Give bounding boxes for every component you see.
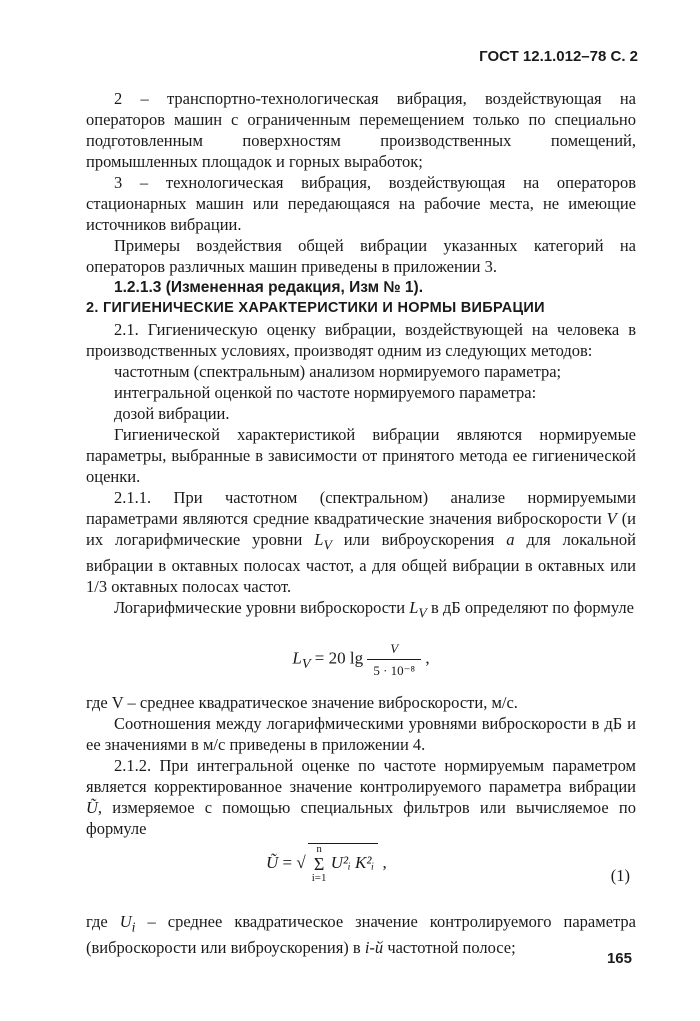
symbol-l: L	[314, 530, 324, 549]
sum-symbol: Σ	[313, 853, 325, 874]
symbol-u: U	[119, 911, 132, 931]
paragraph: 3 – технологическая вибрация, воздействующая на операторов стационарных машин или передающаяся на рабочие места, не имеющие источников вибрации.	[86, 173, 636, 234]
fraction-denominator: 5 · 10⁻⁸	[373, 662, 416, 678]
formula2-eq: =	[282, 852, 293, 872]
subscript-v: V	[323, 537, 332, 553]
fraction-numerator: V	[367, 638, 421, 660]
sum-top: n	[316, 842, 322, 855]
paragraph: 2.1. Гигиеническую оценку вибрации, воздействующей на человека в производственных условиях, производят одним из следующих методов:	[86, 320, 636, 360]
sum-term: U²ᵢ K²ᵢ	[330, 852, 375, 872]
formula2-lhs: Ũ	[266, 852, 279, 872]
symbol-ui	[119, 911, 136, 934]
sqrt-sign: √	[296, 852, 306, 872]
paragraph: Примеры воздействия общей вибрации указанных категорий на операторов различных машин приведены в приложении 3.	[86, 236, 636, 276]
text-run: где	[86, 911, 108, 931]
formula-number: (1)	[610, 865, 630, 885]
amendment-note: 1.2.1.3 (Измененная редакция, Изм № 1).	[114, 279, 424, 296]
symbol-u-tilde: Ũ	[86, 797, 98, 817]
subscript-v: V	[418, 605, 427, 621]
paragraph	[86, 487, 636, 597]
list-item: интегральной оценкой по частоте нормируемого параметра:	[114, 383, 537, 402]
page-number: 165	[606, 950, 632, 967]
paragraph: Гигиенической характеристикой вибрации являются нормируемые параметры, выбранные в зависимости от принятого метода ее гигиенической оценки.	[86, 425, 636, 486]
text-run: 2.1.2. При интегральной оценке по частоте нормируемым параметром является корректированное значение контролируемого параметра вибрации	[86, 755, 636, 796]
formula-fraction	[367, 638, 421, 681]
formula-lv	[86, 638, 636, 678]
formula-tail: ,	[425, 648, 430, 667]
symbol-a: a	[506, 530, 515, 549]
symbol-lv	[409, 598, 427, 621]
text-run: в дБ определяют по формуле	[430, 598, 634, 618]
paragraph: Соотношения между логарифмическими уровнями виброскорости в дБ и ее значениями в м/с приведены в приложении 4.	[86, 713, 636, 754]
paragraph	[86, 755, 636, 839]
paragraph	[86, 911, 636, 958]
text-run: для локальной вибрации в октавных полосах частот, а для общей вибрации в октавных или	[86, 530, 636, 576]
list-item: частотным (спектральным) анализом нормируемого параметра;	[114, 362, 562, 381]
sum-bottom: i=1	[311, 871, 327, 884]
formula2-tail: ,	[382, 852, 387, 872]
paragraph: где V – среднее квадратическое значение виброскорости, м/с.	[86, 692, 518, 712]
body-text	[86, 88, 636, 958]
text-run: – среднее квадратическое значение контролируемого параметра (виброскорости или виброускорения) в	[86, 911, 637, 957]
formula2-expression	[266, 843, 387, 884]
paragraph	[86, 597, 636, 623]
formula-lhs: L	[292, 648, 302, 667]
text-run: частотной полосе;	[387, 937, 516, 957]
section-title: 2. ГИГИЕНИЧЕСКИЕ ХАРАКТЕРИСТИКИ И НОРМЫ ВИБРАЦИИ	[86, 300, 545, 316]
text-run: , измеряемое с помощью специальных фильтров или вычисляемое по формуле	[86, 797, 636, 838]
text-run: октавных полосах частот.	[111, 577, 292, 597]
symbol-lv	[314, 530, 332, 553]
text-run: или виброускорения	[343, 530, 495, 549]
formula-u-tilde	[86, 843, 636, 901]
formula-lhs-sub: V	[301, 655, 311, 672]
paragraph: 2 – транспортно-технологическая вибрация, воздействующая на операторов машин с ограниченным перемещением только по специально подготовленным поверхностям производственных помещений, промышленных площадок и горных выработок;	[86, 89, 636, 171]
subscript-i: i	[131, 918, 136, 934]
symbol-l: L	[409, 598, 419, 618]
symbol-i-th: i-й	[364, 937, 384, 957]
text-run: (и их логарифмические уровни	[86, 509, 637, 549]
sum-operator	[312, 844, 327, 884]
formula-eq: = 20 lg	[314, 648, 364, 667]
sqrt-body	[308, 843, 378, 884]
document-header: ГОСТ 12.1.012–78 С. 2	[479, 48, 638, 65]
fraction-third: 1/3	[86, 577, 108, 597]
list-item: дозой вибрации.	[114, 404, 230, 423]
text-run: 2.1.1. При частотном (спектральном) анализе нормируемыми параметрами являются средние квадратические значения виброскорости	[86, 488, 636, 528]
symbol-v: V	[606, 509, 617, 528]
text-run: Логарифмические уровни виброскорости	[114, 598, 406, 618]
